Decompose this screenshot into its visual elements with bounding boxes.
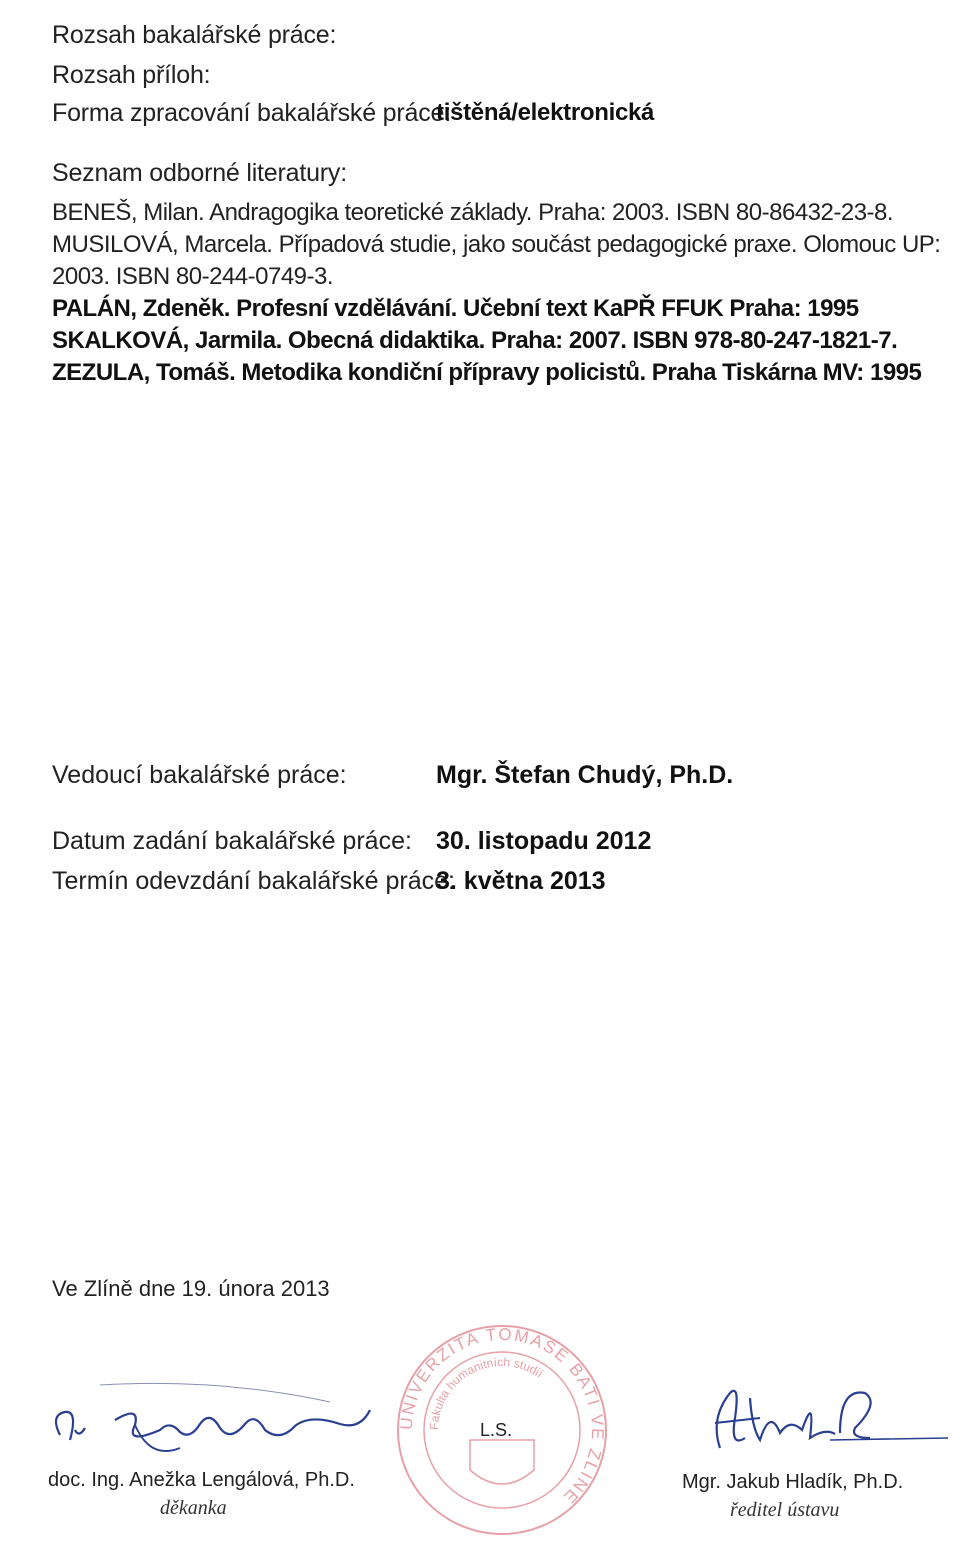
forma-label: Forma zpracování bakalářské práce: (52, 99, 451, 127)
forma-value: tištěná/elektronická (436, 99, 655, 126)
svg-text:Fakulta humanitních studií (427, 1355, 546, 1430)
literature-item: 2003. ISBN 80-244-0749-3. (52, 263, 334, 290)
rozsah-prace-label: Rozsah bakalářské práce: (52, 21, 337, 49)
literature-item: ZEZULA, Tomáš. Metodika kondiční přípravy policistů. Praha Tiskárna MV: 1995 (52, 359, 922, 386)
literature-item: SKALKOVÁ, Jarmila. Obecná didaktika. Praha: 2007. ISBN 978-80-247-1821-7. (52, 327, 898, 354)
datum-zadani-label: Datum zadání bakalářské práce: (52, 827, 412, 855)
vedouci-label: Vedoucí bakalářské práce: (52, 761, 347, 789)
signature-right-name: Mgr. Jakub Hladík, Ph.D. (682, 1471, 904, 1493)
signature-right-role: ředitel ústavu (730, 1499, 840, 1521)
literature-title: Seznam odborné literatury: (52, 159, 347, 187)
rozsah-priloh-label: Rozsah příloh: (52, 61, 211, 89)
stamp-label: L.S. (480, 1420, 513, 1440)
literature-item: MUSILOVÁ, Marcela. Případová studie, jako součást pedagogické praxe. Olomouc UP: (52, 231, 941, 258)
literature-item: BENEŠ, Milan. Andragogika teoretické základy. Praha: 2003. ISBN 80-86432-23-8. (52, 199, 894, 226)
literature-item: PALÁN, Zdeněk. Profesní vzdělávání. Učební text KaPŘ FFUK Praha: 1995 (52, 295, 859, 322)
stamp-outer-text: UNIVERZITA TOMÁŠE BATI VE ZLÍNĚ (396, 1324, 608, 1509)
termin-odevzdani-value: 3. května 2013 (436, 867, 606, 895)
datum-zadani-value: 30. listopadu 2012 (436, 827, 652, 855)
signature-left-name: doc. Ing. Anežka Lengálová, Ph.D. (48, 1469, 355, 1491)
termin-odevzdani-label: Termín odevzdání bakalářské práce: (52, 867, 455, 895)
signature-left-role: děkanka (160, 1497, 227, 1519)
place-date: Ve Zlíně dne 19. února 2013 (52, 1276, 330, 1301)
signature-left-icon (40, 1380, 340, 1470)
stamp-inner-text: Fakulta humanitních studií (426, 1354, 546, 1431)
vedouci-value: Mgr. Štefan Chudý, Ph.D. (436, 761, 734, 789)
signature-right-icon (690, 1378, 950, 1468)
